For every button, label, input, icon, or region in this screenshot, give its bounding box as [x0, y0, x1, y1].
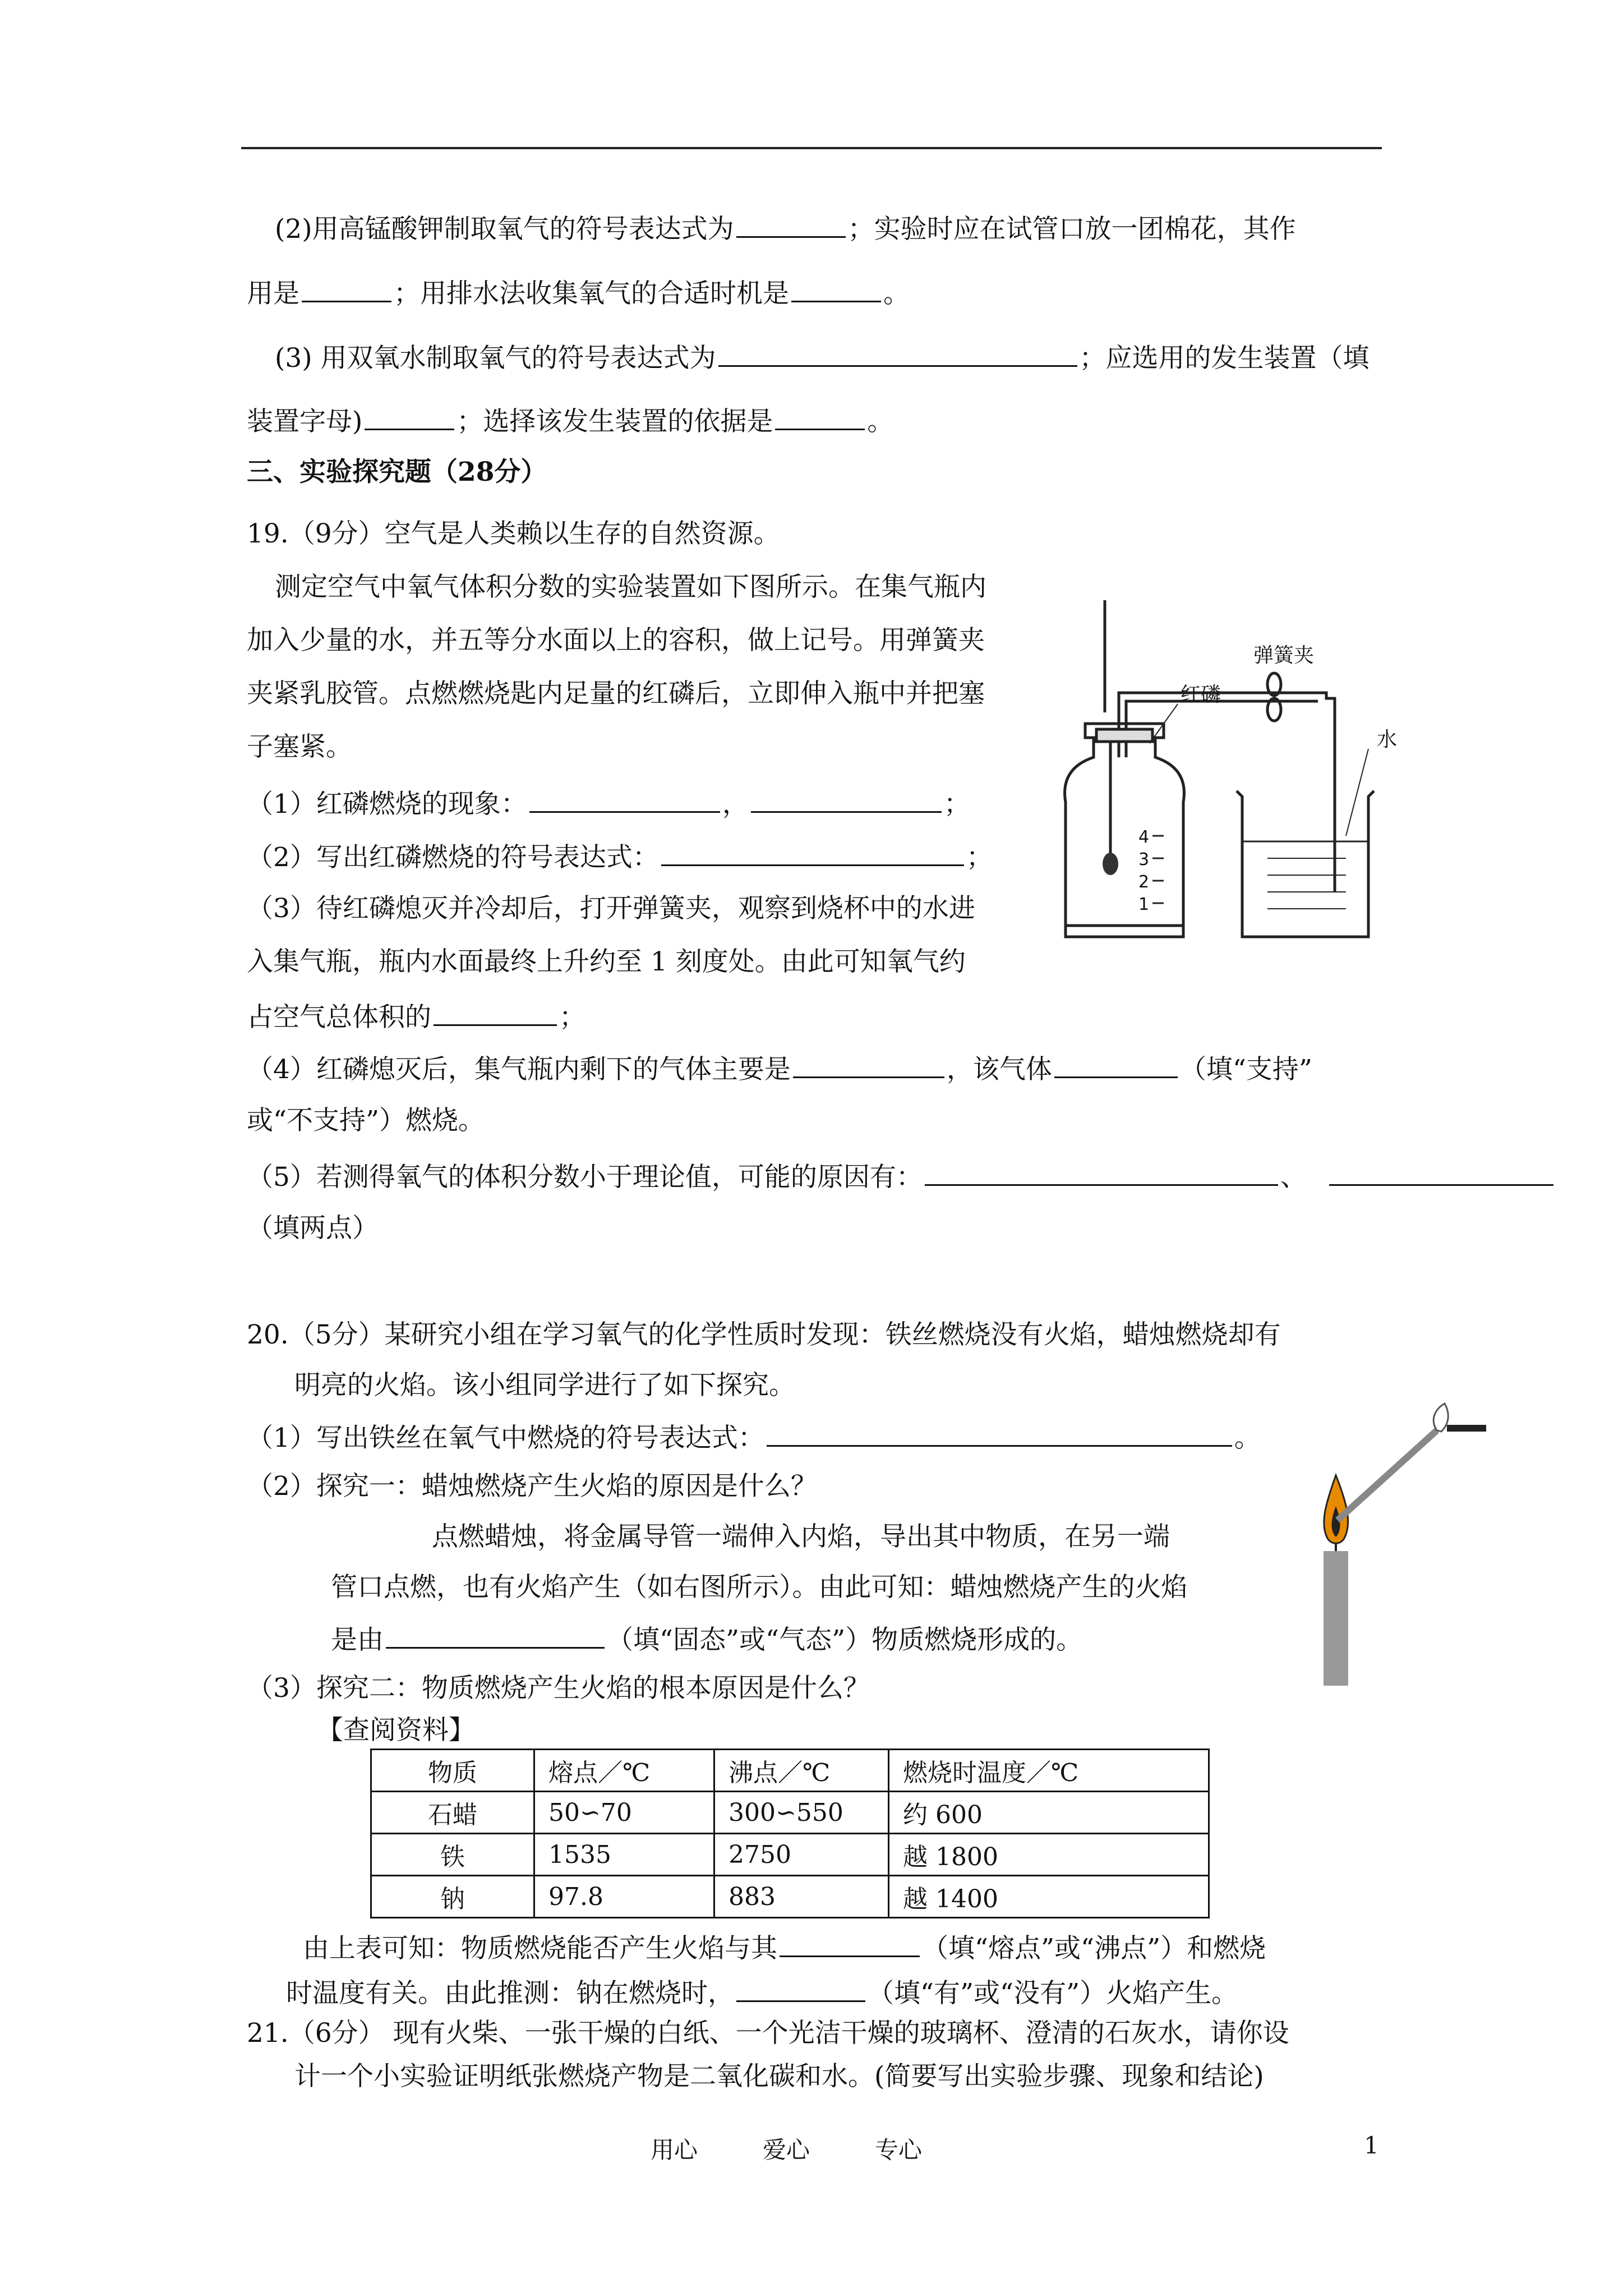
text: ；	[559, 1002, 585, 1033]
table-cell: 越 1800	[889, 1834, 1209, 1876]
answer-blank[interactable]	[718, 339, 1077, 367]
red-phosphorus	[1103, 853, 1118, 875]
reference-title: 【查阅资料】	[317, 1715, 475, 1746]
q18-part3-line2	[247, 403, 893, 439]
table-cell: 97.8	[534, 1876, 714, 1918]
text: （填“有”或“没有”）火焰产生。	[868, 1978, 1238, 2009]
text: ，	[722, 789, 749, 820]
text: （1）红磷燃烧的现象：	[247, 789, 527, 820]
candle-figure	[1307, 1397, 1492, 1700]
metal-tube	[1338, 1430, 1437, 1520]
q19-intro-line1: 测定空气中氧气体积分数的实验装置如下图所示。在集气瓶内	[275, 572, 986, 602]
text: 占空气总体积的	[247, 1002, 431, 1033]
footer-mid-2: 爱心	[763, 2136, 810, 2164]
answer-blank[interactable]	[365, 403, 454, 430]
text: （4）红磷熄灭后，集气瓶内剩下的气体主要是	[247, 1054, 791, 1085]
table-cell: 越 1400	[889, 1876, 1209, 1918]
text: ；选择该发生装置的依据是	[457, 406, 773, 437]
table-cell: 1535	[534, 1834, 714, 1876]
answer-blank[interactable]	[1329, 1158, 1553, 1186]
q19-sub1	[247, 785, 970, 821]
text: 时温度有关。由此推测：钠在燃烧时，	[286, 1978, 734, 2009]
q20-conclusion-line1	[303, 1930, 1266, 1966]
table-header: 沸点／℃	[714, 1750, 889, 1792]
text: （2）写出红磷燃烧的符号表达式：	[247, 842, 659, 873]
table-row	[371, 1792, 1209, 1834]
q20-heading-line1: 20.（5分）某研究小组在学习氧气的化学性质时发现：铁丝燃烧没有火焰，蜡烛燃烧却有	[247, 1319, 1281, 1350]
q21-line2: 计一个小实验证明纸张燃烧产物是二氧化碳和水。(简要写出实验步骤、现象和结论)	[294, 2061, 1264, 2092]
q18-part2-line1	[275, 210, 1296, 246]
q19-sub5-line2: （填两点）	[247, 1213, 379, 1244]
answer-blank[interactable]	[386, 1621, 605, 1649]
text: （5）若测得氧气的体积分数小于理论值，可能的原因有：	[247, 1162, 923, 1193]
text: 。	[1234, 1423, 1261, 1453]
q19-sub4-line2: 或“不支持”）燃烧。	[247, 1105, 485, 1136]
q19-intro-line2: 加入少量的水，并五等分水面以上的容积，做上记号。用弹簧夹	[247, 625, 985, 656]
text: （1）写出铁丝在氧气中燃烧的符号表达式：	[247, 1423, 764, 1453]
q19-sub3-line2: 入集气瓶，瓶内水面最终上升约至 1 刻度处。由此可知氧气约	[247, 946, 966, 977]
table-header: 燃烧时温度／℃	[889, 1750, 1209, 1792]
answer-blank[interactable]	[529, 785, 720, 813]
answer-blank[interactable]	[661, 839, 964, 866]
footer-mid-1: 用心	[651, 2136, 698, 2164]
scale-2: 2	[1138, 872, 1150, 892]
text: 。	[883, 278, 910, 309]
text: ；	[966, 842, 993, 873]
answer-blank[interactable]	[780, 1930, 920, 1957]
text: 由上表可知：物质燃烧能否产生火焰与其	[303, 1933, 777, 1964]
q21-line1: 21.（6分） 现有火柴、一张干燥的白纸、一个光洁干燥的玻璃杯、澄清的石灰水，请你设	[247, 2018, 1289, 2049]
q20-sub2-line3	[331, 1621, 1082, 1657]
header-rule	[241, 147, 1382, 149]
q19-sub3-line1: （3）待红磷熄灭并冷却后，打开弹簧夹，观察到烧杯中的水进	[247, 893, 975, 924]
text: (3) 用双氧水制取氧气的符号表达式为	[275, 343, 716, 374]
table-header: 熔点／℃	[534, 1750, 714, 1792]
table-cell: 钠	[371, 1876, 534, 1918]
q19-sub3-line3	[247, 999, 585, 1034]
text: （填“熔点”或“沸点”）和燃烧	[922, 1933, 1266, 1964]
table-header: 物质	[371, 1750, 534, 1792]
answer-blank[interactable]	[1054, 1051, 1178, 1078]
scale-1: 1	[1138, 895, 1150, 914]
table-cell: 约 600	[889, 1792, 1209, 1834]
q20-sub2-line2: 管口点燃，也有火焰产生（如右图所示）。由此可知：蜡烛燃烧产生的火焰	[331, 1572, 1188, 1603]
match	[1447, 1425, 1486, 1432]
text: 是由	[331, 1625, 384, 1655]
answer-blank[interactable]	[925, 1158, 1278, 1186]
candle-body	[1324, 1551, 1348, 1686]
text: （填“支持”	[1179, 1054, 1312, 1085]
section-title: 三、实验探究题（28分）	[247, 457, 547, 487]
answer-blank[interactable]	[736, 1975, 865, 2002]
q20-sub2-line1: 点燃蜡烛，将金属导管一端伸入内焰，导出其中物质，在另一端	[432, 1521, 1170, 1552]
table-cell: 铁	[371, 1834, 534, 1876]
answer-blank[interactable]	[775, 403, 865, 430]
reference-table	[370, 1749, 1210, 1918]
text: ；用排水法收集氧气的合适时机是	[394, 278, 789, 309]
q19-heading: 19.（9分）空气是人类赖以生存的自然资源。	[247, 518, 780, 549]
q18-part3-line1	[275, 339, 1370, 375]
q19-sub4-line1	[247, 1051, 1312, 1087]
scale-4: 4	[1138, 827, 1150, 847]
q20-conclusion-line2	[286, 1975, 1238, 2010]
table-cell: 300∽550	[714, 1792, 889, 1834]
table-row	[371, 1834, 1209, 1876]
table-cell: 2750	[714, 1834, 889, 1876]
q20-sub3-heading: （3）探究二：物质燃烧产生火焰的根本原因是什么？	[247, 1673, 870, 1704]
answer-blank[interactable]	[302, 275, 391, 302]
q20-sub1	[247, 1419, 1261, 1455]
text: ；实验时应在试管口放一团棉花，其作	[847, 214, 1296, 245]
label-water: 水	[1377, 728, 1398, 751]
scale-3: 3	[1138, 850, 1150, 869]
text: 装置字母)	[247, 406, 363, 437]
footer-mid-3: 专心	[875, 2136, 923, 2164]
answer-blank[interactable]	[793, 1051, 944, 1078]
text: ；应选用的发生装置（填	[1079, 343, 1370, 374]
table-cell: 石蜡	[371, 1792, 534, 1834]
table-cell: 50∽70	[534, 1792, 714, 1834]
text: （填“固态”或“气态”）物质燃烧形成的。	[607, 1625, 1083, 1655]
text: (2)用高锰酸钾制取氧气的符号表达式为	[275, 214, 734, 245]
answer-blank[interactable]	[434, 999, 557, 1026]
q19-intro-line4: 子塞紧。	[247, 731, 352, 762]
table-cell: 883	[714, 1876, 889, 1918]
answer-blank[interactable]	[751, 785, 942, 813]
apparatus-figure	[1054, 589, 1458, 970]
q18-part2-line2	[247, 275, 910, 311]
answer-blank[interactable]	[736, 210, 846, 238]
text: ，该气体	[946, 1054, 1052, 1085]
text: 用是	[247, 278, 299, 309]
label-red-phosphorus: 红磷	[1181, 683, 1221, 706]
q19-intro-line3: 夹紧乳胶管。点燃燃烧匙内足量的红磷后，立即伸入瓶中并把塞	[247, 678, 985, 709]
q19-sub2	[247, 839, 993, 875]
answer-blank[interactable]	[791, 275, 881, 302]
text: ；	[943, 789, 970, 820]
table-header-row	[371, 1750, 1209, 1792]
answer-blank[interactable]	[767, 1419, 1232, 1447]
tube-flame	[1433, 1404, 1448, 1432]
table-row	[371, 1876, 1209, 1918]
q20-heading-line2: 明亮的火焰。该小组同学进行了如下探究。	[294, 1370, 795, 1401]
page-number: 1	[1364, 2132, 1379, 2159]
text: 、	[1280, 1162, 1307, 1193]
q19-sub5-line1	[247, 1158, 1556, 1194]
q20-sub2-heading: （2）探究一：蜡烛燃烧产生火焰的原因是什么？	[247, 1471, 817, 1502]
text: 。	[867, 406, 894, 437]
label-spring-clip: 弹簧夹	[1253, 644, 1315, 667]
